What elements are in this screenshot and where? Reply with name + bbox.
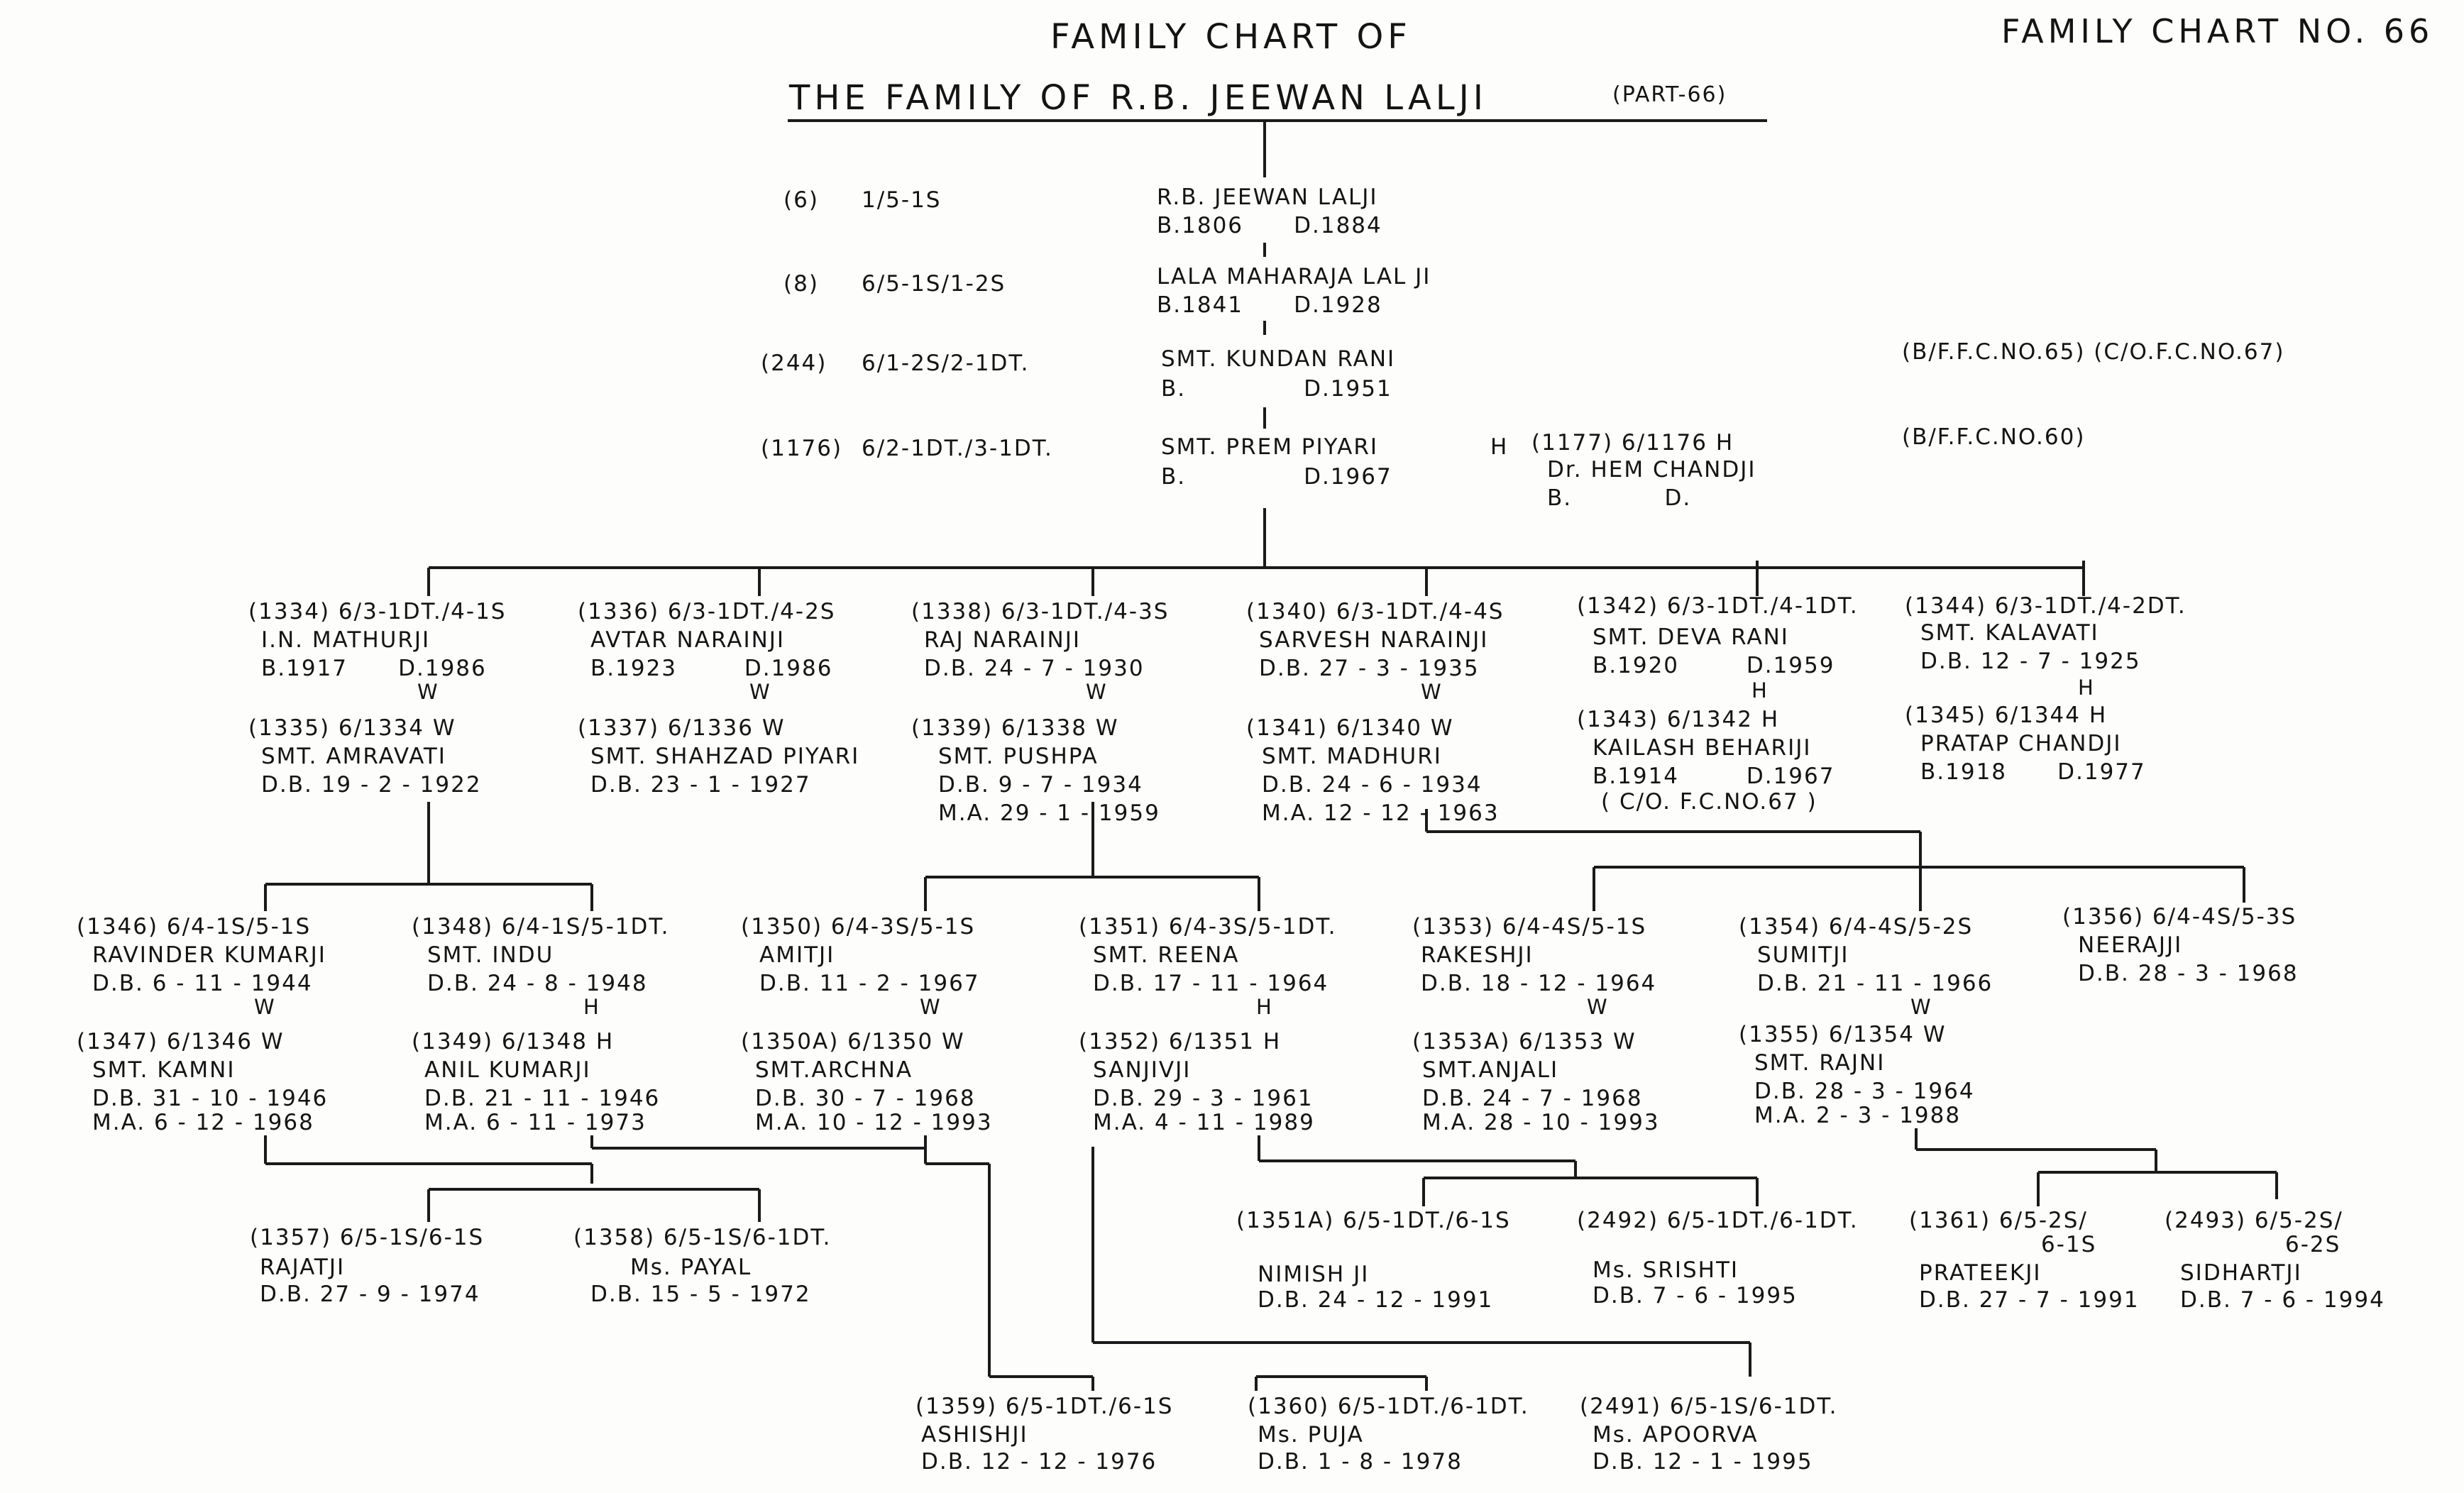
spouse-name: SMT. MADHURI bbox=[1262, 744, 1442, 769]
spouse-dates: D.B. 29 - 3 - 1961 bbox=[1093, 1086, 1314, 1111]
node-name: RAJATJI bbox=[260, 1255, 346, 1280]
chart-part-label: (PART-66) bbox=[1612, 82, 1727, 107]
spouse-dates: B.1914 D.1967 bbox=[1593, 764, 1835, 789]
relation-marker: H bbox=[2078, 676, 2094, 700]
spouse-dates: D.B. 23 - 1 - 1927 bbox=[590, 772, 811, 798]
node-name: SMT. REENA bbox=[1093, 942, 1240, 968]
spouse-name: SANJIVJI bbox=[1093, 1057, 1192, 1083]
ancestor-id: (6) bbox=[783, 187, 819, 213]
spouse-name: SMT. SHAHZAD PIYARI bbox=[590, 744, 860, 769]
node-id-line: (1358) 6/5-1S/6-1DT. bbox=[573, 1225, 832, 1250]
ancestor-name: LALA MAHARAJA LAL JI bbox=[1157, 264, 1431, 290]
node-dates: D.B. 1 - 8 - 1978 bbox=[1258, 1449, 1463, 1475]
node-name: Ms. PUJA bbox=[1258, 1422, 1364, 1448]
spouse-id-line: (1355) 6/1354 W bbox=[1739, 1022, 1947, 1047]
spouse-marriage: M.A. 4 - 11 - 1989 bbox=[1093, 1110, 1315, 1135]
relation-marker: W bbox=[1587, 995, 1607, 1019]
node-name: SARVESH NARAINJI bbox=[1259, 627, 1489, 653]
node-name: SMT. INDU bbox=[427, 942, 554, 968]
spouse-cross-ref: ( C/O. F.C.NO.67 ) bbox=[1601, 789, 1817, 815]
node-name: SMT. KALAVATI bbox=[1920, 620, 2099, 646]
node-dates: D.B. 7 - 6 - 1994 bbox=[2180, 1287, 2385, 1313]
node-dates: D.B. 11 - 2 - 1967 bbox=[759, 971, 980, 996]
node-dates: D.B. 24 - 7 - 1930 bbox=[924, 656, 1145, 681]
node-id-line: (1354) 6/4-4S/5-2S bbox=[1739, 914, 1974, 940]
node-id-line: (2491) 6/5-1S/6-1DT. bbox=[1580, 1394, 1838, 1419]
spouse-id-line: (1353A) 6/1353 W bbox=[1412, 1029, 1637, 1054]
spouse-marriage: M.A. 29 - 1 - 1959 bbox=[938, 800, 1160, 826]
spouse-marriage: M.A. 12 - 12 - 1963 bbox=[1262, 800, 1500, 826]
spouse-marriage: M.A. 6 - 11 - 1973 bbox=[424, 1110, 647, 1135]
cross-reference: (B/F.F.C.NO.65) (C/O.F.C.NO.67) bbox=[1902, 339, 2285, 365]
relation-marker: H bbox=[1751, 678, 1767, 703]
spouse-name: KAILASH BEHARIJI bbox=[1593, 735, 1812, 761]
spouse-name: PRATAP CHANDJI bbox=[1920, 731, 2122, 756]
node-name: NEERAJJI bbox=[2078, 932, 2183, 958]
node-dates: D.B. 6 - 11 - 1944 bbox=[92, 971, 313, 996]
spouse-id-line: (1347) 6/1346 W bbox=[77, 1029, 285, 1054]
spouse-id-line: (1352) 6/1351 H bbox=[1079, 1029, 1282, 1054]
spouse-name: SMT. KAMNI bbox=[92, 1057, 236, 1083]
spouse-name: SMT.ANJALI bbox=[1422, 1057, 1559, 1083]
spouse-id-line: (1349) 6/1348 H bbox=[412, 1029, 615, 1054]
ancestor-code: 6/1-2S/2-1DT. bbox=[862, 351, 1030, 376]
cross-reference: (B/F.F.C.NO.60) bbox=[1902, 424, 2086, 450]
spouse-id-line: (1339) 6/1338 W bbox=[911, 715, 1119, 741]
ancestor-code: 6/2-1DT./3-1DT. bbox=[862, 436, 1053, 461]
node-dates: D.B. 12 - 1 - 1995 bbox=[1593, 1449, 1813, 1475]
ancestor-name: R.B. JEEWAN LALJI bbox=[1157, 184, 1378, 210]
relation-marker: W bbox=[1421, 680, 1441, 704]
relation-marker: W bbox=[920, 995, 940, 1019]
spouse-dates: D.B. 21 - 11 - 1946 bbox=[424, 1086, 661, 1111]
node-name: Ms. SRISHTI bbox=[1593, 1257, 1739, 1283]
spouse-dates: D.B. 28 - 3 - 1964 bbox=[1754, 1079, 1975, 1104]
node-dates: D.B. 17 - 11 - 1964 bbox=[1093, 971, 1329, 996]
ancestor-name: SMT. PREM PIYARI bbox=[1161, 434, 1379, 460]
ancestor-id: (8) bbox=[783, 271, 819, 297]
relation-marker: H bbox=[583, 995, 599, 1019]
node-id-line: (1353) 6/4-4S/5-1S bbox=[1412, 914, 1647, 940]
node-name: SMT. DEVA RANI bbox=[1593, 624, 1789, 650]
spouse-marriage: M.A. 10 - 12 - 1993 bbox=[755, 1110, 993, 1135]
ancestor-id: (244) bbox=[761, 351, 827, 376]
spouse-marriage: M.A. 6 - 12 - 1968 bbox=[92, 1110, 314, 1135]
spouse-dates: D.B. 9 - 7 - 1934 bbox=[938, 772, 1143, 798]
spouse-id-line: (1345) 6/1344 H bbox=[1905, 703, 2108, 728]
node-dates: D.B. 27 - 9 - 1974 bbox=[260, 1282, 480, 1307]
ancestor-name: SMT. KUNDAN RANI bbox=[1161, 346, 1396, 372]
node-id-line: (1346) 6/4-1S/5-1S bbox=[77, 914, 312, 940]
chart-title-line-1: FAMILY CHART OF bbox=[1050, 17, 1412, 57]
node-dates: D.B. 12 - 12 - 1976 bbox=[921, 1449, 1157, 1475]
spouse-name: ANIL KUMARJI bbox=[424, 1057, 591, 1083]
node-name: PRATEEKJI bbox=[1919, 1260, 2042, 1286]
spouse-id-line: (1341) 6/1340 W bbox=[1246, 715, 1454, 741]
ancestor-dates: B.1806 D.1884 bbox=[1157, 213, 1382, 238]
node-id-line: (1342) 6/3-1DT./4-1DT. bbox=[1577, 593, 1859, 619]
spouse-id-line: (1337) 6/1336 W bbox=[578, 715, 786, 741]
node-name: RAKESHJI bbox=[1421, 942, 1534, 968]
node-id-line: (1351A) 6/5-1DT./6-1S bbox=[1236, 1208, 1511, 1233]
node-dates: D.B. 24 - 8 - 1948 bbox=[427, 971, 648, 996]
ancestor-dates: B. D.1967 bbox=[1161, 464, 1392, 490]
node-name: AMITJI bbox=[759, 942, 835, 968]
node-id-line: (1361) 6/5-2S/ bbox=[1909, 1208, 2088, 1233]
node-id-line: (1360) 6/5-1DT./6-1DT. bbox=[1248, 1394, 1529, 1419]
ancestor-dates: B.1841 D.1928 bbox=[1157, 292, 1382, 318]
spouse-name: SMT. RAJNI bbox=[1754, 1050, 1886, 1076]
node-name: AVTAR NARAINJI bbox=[590, 627, 786, 653]
spouse-id-line: (1343) 6/1342 H bbox=[1577, 707, 1780, 732]
spouse-dates: D.B. 24 - 6 - 1934 bbox=[1262, 772, 1483, 798]
spouse-dates: D.B. 30 - 7 - 1968 bbox=[755, 1086, 976, 1111]
node-id-line: (2492) 6/5-1DT./6-1DT. bbox=[1577, 1208, 1859, 1233]
relation-marker: W bbox=[254, 995, 275, 1019]
title-underline bbox=[788, 119, 1767, 122]
node-name: I.N. MATHURJI bbox=[261, 627, 431, 653]
node-name: ASHISHJI bbox=[921, 1422, 1028, 1448]
spouse-dates: D.B. 31 - 10 - 1946 bbox=[92, 1086, 329, 1111]
node-dates: D.B. 27 - 7 - 1991 bbox=[1919, 1287, 2140, 1313]
node-id-line-cont: 6-1S bbox=[2041, 1232, 2097, 1257]
relation-marker: W bbox=[1086, 680, 1106, 704]
node-dates: D.B. 27 - 3 - 1935 bbox=[1259, 656, 1480, 681]
relation-marker: W bbox=[749, 680, 770, 704]
node-name: SUMITJI bbox=[1757, 942, 1849, 968]
spouse-relation-marker: H bbox=[1490, 434, 1509, 460]
node-id-line: (1359) 6/5-1DT./6-1S bbox=[915, 1394, 1174, 1419]
ancestor-code: 1/5-1S bbox=[862, 187, 942, 213]
node-dates: D.B. 28 - 3 - 1968 bbox=[2078, 961, 2299, 986]
chart-title-line-2: THE FAMILY OF R.B. JEEWAN LALJI bbox=[789, 78, 1487, 118]
node-name: Ms. APOORVA bbox=[1593, 1422, 1759, 1448]
node-id-line: (1350) 6/4-3S/5-1S bbox=[741, 914, 976, 940]
spouse-1177-line-2: Dr. HEM CHANDJI bbox=[1547, 457, 1756, 483]
node-name: Ms. PAYAL bbox=[630, 1255, 752, 1280]
relation-marker: W bbox=[1910, 995, 1931, 1019]
node-id-line: (1356) 6/4-4S/5-3S bbox=[2062, 904, 2297, 930]
node-id-line: (1340) 6/3-1DT./4-4S bbox=[1246, 599, 1505, 624]
relation-marker: W bbox=[417, 680, 438, 704]
spouse-marriage: M.A. 2 - 3 - 1988 bbox=[1754, 1103, 1962, 1128]
spouse-id-line: (1350A) 6/1350 W bbox=[741, 1029, 965, 1054]
chart-number: FAMILY CHART NO. 66 bbox=[2001, 12, 2434, 50]
spouse-name: SMT. AMRAVATI bbox=[261, 744, 446, 769]
node-id-line: (1338) 6/3-1DT./4-3S bbox=[911, 599, 1170, 624]
spouse-id-line: (1335) 6/1334 W bbox=[248, 715, 456, 741]
spouse-name: SMT.ARCHNA bbox=[755, 1057, 913, 1083]
node-id-line: (2493) 6/5-2S/ bbox=[2165, 1208, 2343, 1233]
node-id-line-cont: 6-2S bbox=[2285, 1232, 2341, 1257]
node-dates: D.B. 21 - 11 - 1966 bbox=[1757, 971, 1993, 996]
ancestor-id: (1176) bbox=[761, 436, 843, 461]
spouse-dates: B.1918 D.1977 bbox=[1920, 759, 2146, 785]
node-id-line: (1336) 6/3-1DT./4-2S bbox=[578, 599, 836, 624]
node-id-line: (1357) 6/5-1S/6-1S bbox=[250, 1225, 485, 1250]
spouse-dates: D.B. 24 - 7 - 1968 bbox=[1422, 1086, 1643, 1111]
node-name: SIDHARTJI bbox=[2180, 1260, 2302, 1286]
spouse-dates: D.B. 19 - 2 - 1922 bbox=[261, 772, 482, 798]
node-dates: B.1917 D.1986 bbox=[261, 656, 487, 681]
relation-marker: H bbox=[1256, 995, 1272, 1019]
spouse-1177-line-3: B. D. bbox=[1547, 485, 1692, 511]
node-id-line: (1351) 6/4-3S/5-1DT. bbox=[1079, 914, 1337, 940]
spouse-1177-line-1: (1177) 6/1176 H bbox=[1531, 430, 1734, 456]
node-dates: D.B. 18 - 12 - 1964 bbox=[1421, 971, 1657, 996]
node-dates: B.1920 D.1959 bbox=[1593, 653, 1835, 678]
spouse-marriage: M.A. 28 - 10 - 1993 bbox=[1422, 1110, 1660, 1135]
node-dates: D.B. 7 - 6 - 1995 bbox=[1593, 1283, 1798, 1309]
node-id-line: (1348) 6/4-1S/5-1DT. bbox=[412, 914, 670, 940]
node-name: RAVINDER KUMARJI bbox=[92, 942, 326, 968]
ancestor-code: 6/5-1S/1-2S bbox=[862, 271, 1006, 297]
node-name: RAJ NARAINJI bbox=[924, 627, 1081, 653]
node-dates: B.1923 D.1986 bbox=[590, 656, 833, 681]
node-dates: D.B. 24 - 12 - 1991 bbox=[1258, 1287, 1494, 1313]
node-dates: D.B. 12 - 7 - 1925 bbox=[1920, 649, 2141, 674]
node-name: NIMISH JI bbox=[1258, 1262, 1370, 1287]
node-dates: D.B. 15 - 5 - 1972 bbox=[590, 1282, 811, 1307]
node-id-line: (1344) 6/3-1DT./4-2DT. bbox=[1905, 593, 2187, 619]
spouse-name: SMT. PUSHPA bbox=[938, 744, 1099, 769]
node-id-line: (1334) 6/3-1DT./4-1S bbox=[248, 599, 507, 624]
ancestor-dates: B. D.1951 bbox=[1161, 376, 1392, 402]
